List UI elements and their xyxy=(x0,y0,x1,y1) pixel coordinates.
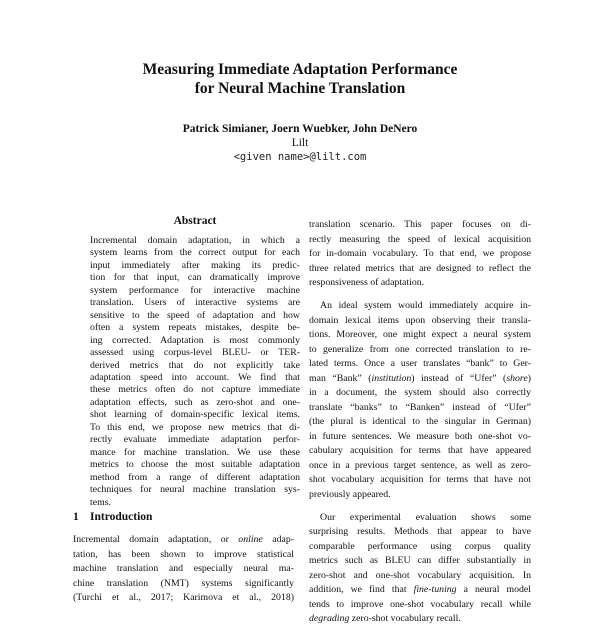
abstract-line: techniques for neural machine translation sys- xyxy=(90,484,300,496)
paragraph-1 xyxy=(309,218,531,291)
abstract-line: assessed using corpus-level BLEU- or TER- xyxy=(90,347,300,359)
text-line: zero-shot and one-shot vocabulary acquisition. In xyxy=(309,569,531,581)
text-line: addition, we find that fine-tuning a neural model xyxy=(309,584,531,595)
text-line: three related metrics that are designed to reflect the xyxy=(309,262,531,274)
text-line: shot vocabulary acquisition for terms that have not xyxy=(309,474,531,485)
text-line: (Turchi et al., 2017; Karimova et al., 2018) xyxy=(73,592,294,603)
text-line: in a document, the system should also correctly xyxy=(309,387,531,398)
text-line: man “Bank” (institution) instead of “Ufer” (shore) xyxy=(309,372,531,384)
text-line: Our experimental evaluation shows some xyxy=(320,511,531,523)
paragraph-3 xyxy=(309,511,531,627)
emphasis-text: online xyxy=(238,534,263,545)
text-line: (the plural is identical to the singular in German) xyxy=(309,416,531,427)
text-line: responsiveness of adaptation. xyxy=(309,277,425,288)
abstract-line: To this end, we propose new metrics that di- xyxy=(90,421,300,433)
text-line: cabulary acquisition for terms that have appeared xyxy=(309,445,531,456)
abstract-line: shot learning of domain-specific lexical items. xyxy=(90,409,300,421)
text-line: degrading zero-shot vocabulary recall. xyxy=(309,613,461,624)
emphasis-text: shore xyxy=(506,372,528,384)
emphasis-text: fine-tuning xyxy=(413,584,457,595)
abstract-heading: Abstract xyxy=(173,215,217,227)
text-line: tation, has been shown to improve statistical xyxy=(73,548,294,560)
abstract-line: tion for that input, can dramatically improve xyxy=(90,272,300,284)
emphasis-text: degrading xyxy=(309,613,350,624)
abstract-line: adaptation effects, such as zero-shot and one- xyxy=(90,396,300,408)
text-line: tions. Moreover, one might expect a neural system xyxy=(309,329,531,340)
section-number: 1 xyxy=(73,511,79,523)
text-line: comparable performance using corpus quality xyxy=(309,540,531,552)
paper-title-line-2: for Neural Machine Translation xyxy=(194,80,406,97)
text-line: chine translation (NMT) systems significantly xyxy=(73,577,294,589)
introduction-body xyxy=(73,533,294,606)
abstract-line: often a system repeats mistakes, despite be- xyxy=(90,322,300,334)
abstract-line: tems. xyxy=(90,496,111,508)
text-line: translate “banks” to “Banken” instead of “Ufer” xyxy=(309,401,531,413)
abstract-line: translation. Users of interactive systems are xyxy=(90,297,300,309)
abstract-line: derived metrics that do not explicitly take xyxy=(90,359,300,371)
text-line: translation scenario. This paper focuses on di- xyxy=(309,219,531,230)
abstract-line: rectly evaluate immediate adaptation perfor- xyxy=(90,434,300,446)
abstract-line: system learns from the correct output for each xyxy=(90,247,300,259)
paragraph-2 xyxy=(309,299,531,502)
right-column xyxy=(309,218,531,627)
text-line: metrics such as BLEU can differ substantially in xyxy=(309,555,531,566)
text-line: domain lexical items upon observing their transla- xyxy=(309,314,531,326)
abstract-line: these metrics often do not capture immediate xyxy=(90,384,300,396)
text-line: for in-domain vocabulary. To that end, we propose xyxy=(309,248,531,259)
abstract-line: metrics to choose the most suitable adaptation xyxy=(90,459,300,471)
text-line: rectly measuring the speed of lexical acquisition xyxy=(309,233,531,245)
abstract-line: method from a range of different adaptation xyxy=(90,471,300,483)
email-address: <given name>@lilt.com xyxy=(233,151,367,163)
text-line: once in a previous target sentence, as well as zero- xyxy=(309,459,531,471)
text-line: to generalize from one corrected translation to re- xyxy=(309,343,531,355)
paper-title-line-1: Measuring Immediate Adaptation Performance xyxy=(142,61,458,78)
abstract-line: ing corrected. Adaptation is most commonly xyxy=(90,334,300,346)
affiliation: Lilt xyxy=(291,137,309,149)
text-line: surprising results. Methods that appear to have xyxy=(309,526,531,537)
text-line: tends to improve one-shot vocabulary recall while xyxy=(309,598,531,610)
paper-title xyxy=(0,60,600,98)
text-line: in future sentences. We measure both one-shot vo- xyxy=(309,430,531,442)
text-line: lated terms. Once a user translates “bank” to Ger- xyxy=(309,358,531,369)
section-title: Introduction xyxy=(90,511,153,523)
text-line: Incremental domain adaptation, or online adap- xyxy=(73,534,294,545)
abstract-body xyxy=(90,235,300,509)
abstract-line: system performance for interactive machine xyxy=(90,284,300,296)
abstract-line: Incremental domain adaptation, in which a xyxy=(90,235,300,246)
abstract-line: input immediately after making its predic- xyxy=(90,259,300,271)
abstract-line: sensitive to the speed of adaptation and how xyxy=(90,309,300,321)
abstract-line: adaptation speed into account. We find that xyxy=(90,371,300,383)
emphasis-text: institution xyxy=(371,372,412,384)
text-line: previously appeared. xyxy=(309,488,391,500)
author-list: Patrick Simianer, Joern Wuebker, John DeNero xyxy=(182,123,418,135)
text-line: An ideal system would immediately acquire in- xyxy=(320,300,531,311)
text-line: machine translation and especially neural ma- xyxy=(73,563,294,574)
section-heading-introduction xyxy=(73,510,152,524)
abstract-line: mance for machine translation. We use these xyxy=(90,446,300,458)
